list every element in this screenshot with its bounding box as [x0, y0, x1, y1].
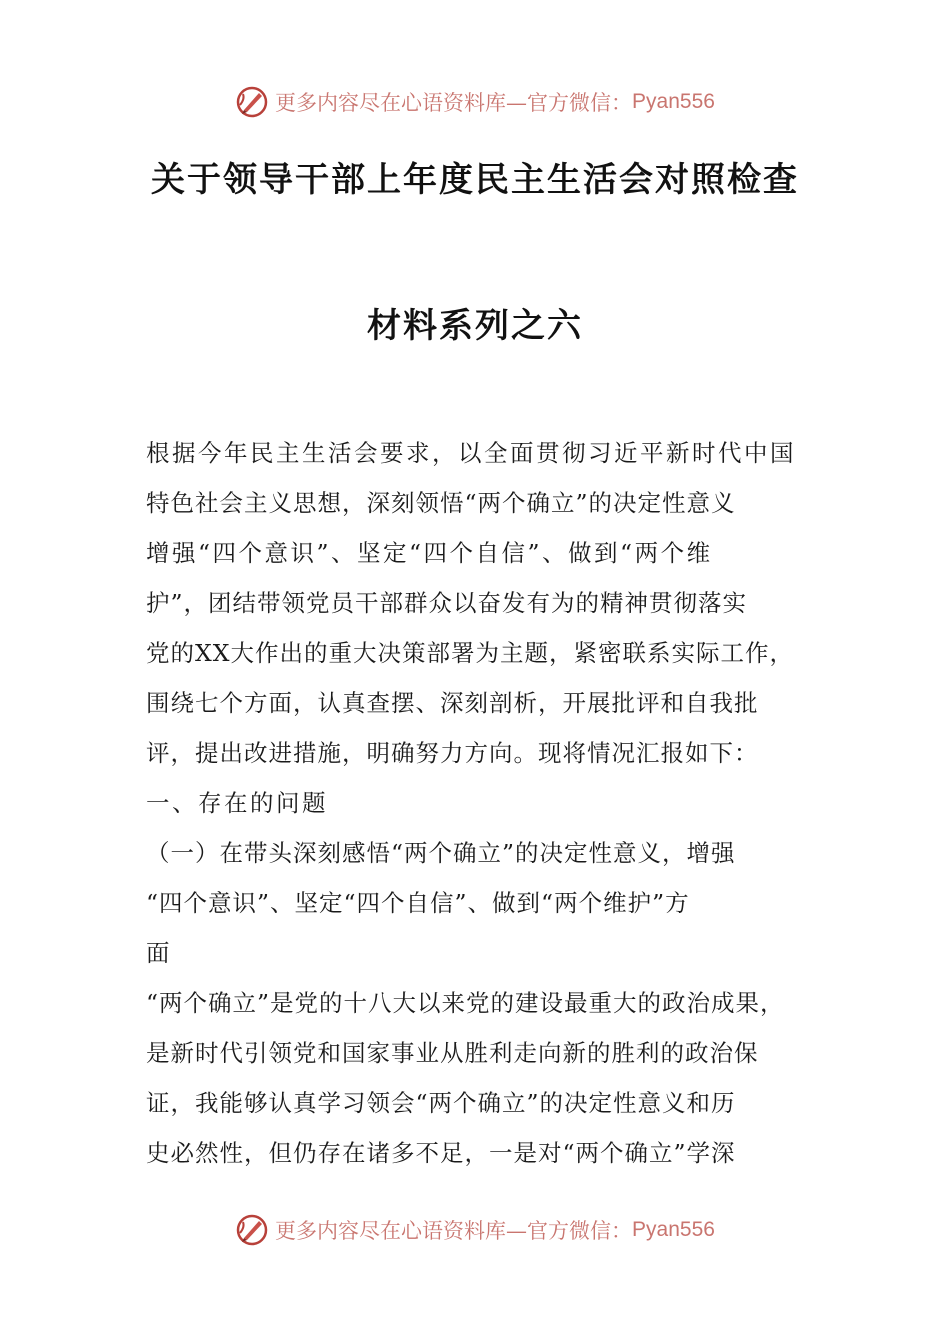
watermark-footer — [0, 1210, 950, 1250]
body-line: 证，我能够认真学习领会“两个确立”的决定性意义和历 — [146, 1089, 736, 1117]
document-title-line2: 材料系列之六 — [367, 306, 583, 346]
subsection-heading: 面 — [146, 939, 172, 967]
subsection-heading: “四个意识”、坚定“四个自信”、做到“两个维护”方 — [146, 889, 690, 917]
body-line: 评，提出改进措施，明确努力方向。现将情况汇报如下： — [146, 739, 759, 767]
body-line: 特色社会主义思想，深刻领悟“两个确立”的决定性意义 — [146, 489, 736, 517]
body-line: 围绕七个方面，认真查摆、深刻剖析，开展批评和自我批 — [146, 689, 759, 717]
watermark-wechat-id: Pyan556 — [632, 90, 715, 113]
watermark-text: 更多内容尽在心语资料库—官方微信： — [275, 1219, 633, 1243]
document-title-line1: 关于领导干部上年度民主生活会对照检查 — [151, 160, 799, 200]
body-line: 根据今年民主生活会要求，以全面贯彻习近平新时代中国 — [146, 439, 796, 467]
watermark-header — [0, 82, 950, 122]
body-line: 护”，团结带领党员干部群众以奋发有为的精神贯彻落实 — [146, 589, 748, 617]
pen-logo-icon — [235, 1213, 269, 1247]
body-line: 史必然性，但仍存在诸多不足，一是对“两个确立”学深 — [146, 1139, 736, 1167]
body-line: 党的XX大作出的重大决策部署为主题，紧密联系实际工作， — [146, 639, 794, 667]
body-line: 增强“四个意识”、坚定“四个自信”、做到“两个维 — [146, 539, 713, 567]
body-line: “两个确立”是党的十八大以来党的建设最重大的政治成果， — [146, 989, 785, 1017]
subsection-heading: （一）在带头深刻感悟“两个确立”的决定性意义，增强 — [146, 839, 736, 867]
section-heading: 一、存在的问题 — [146, 789, 328, 817]
pen-logo-icon — [235, 85, 269, 119]
document-body — [146, 428, 806, 1178]
body-line: 是新时代引领党和国家事业从胜利走向新的胜利的政治保 — [146, 1039, 759, 1067]
watermark-wechat-id: Pyan556 — [632, 1218, 715, 1241]
watermark-text: 更多内容尽在心语资料库—官方微信： — [275, 91, 633, 115]
